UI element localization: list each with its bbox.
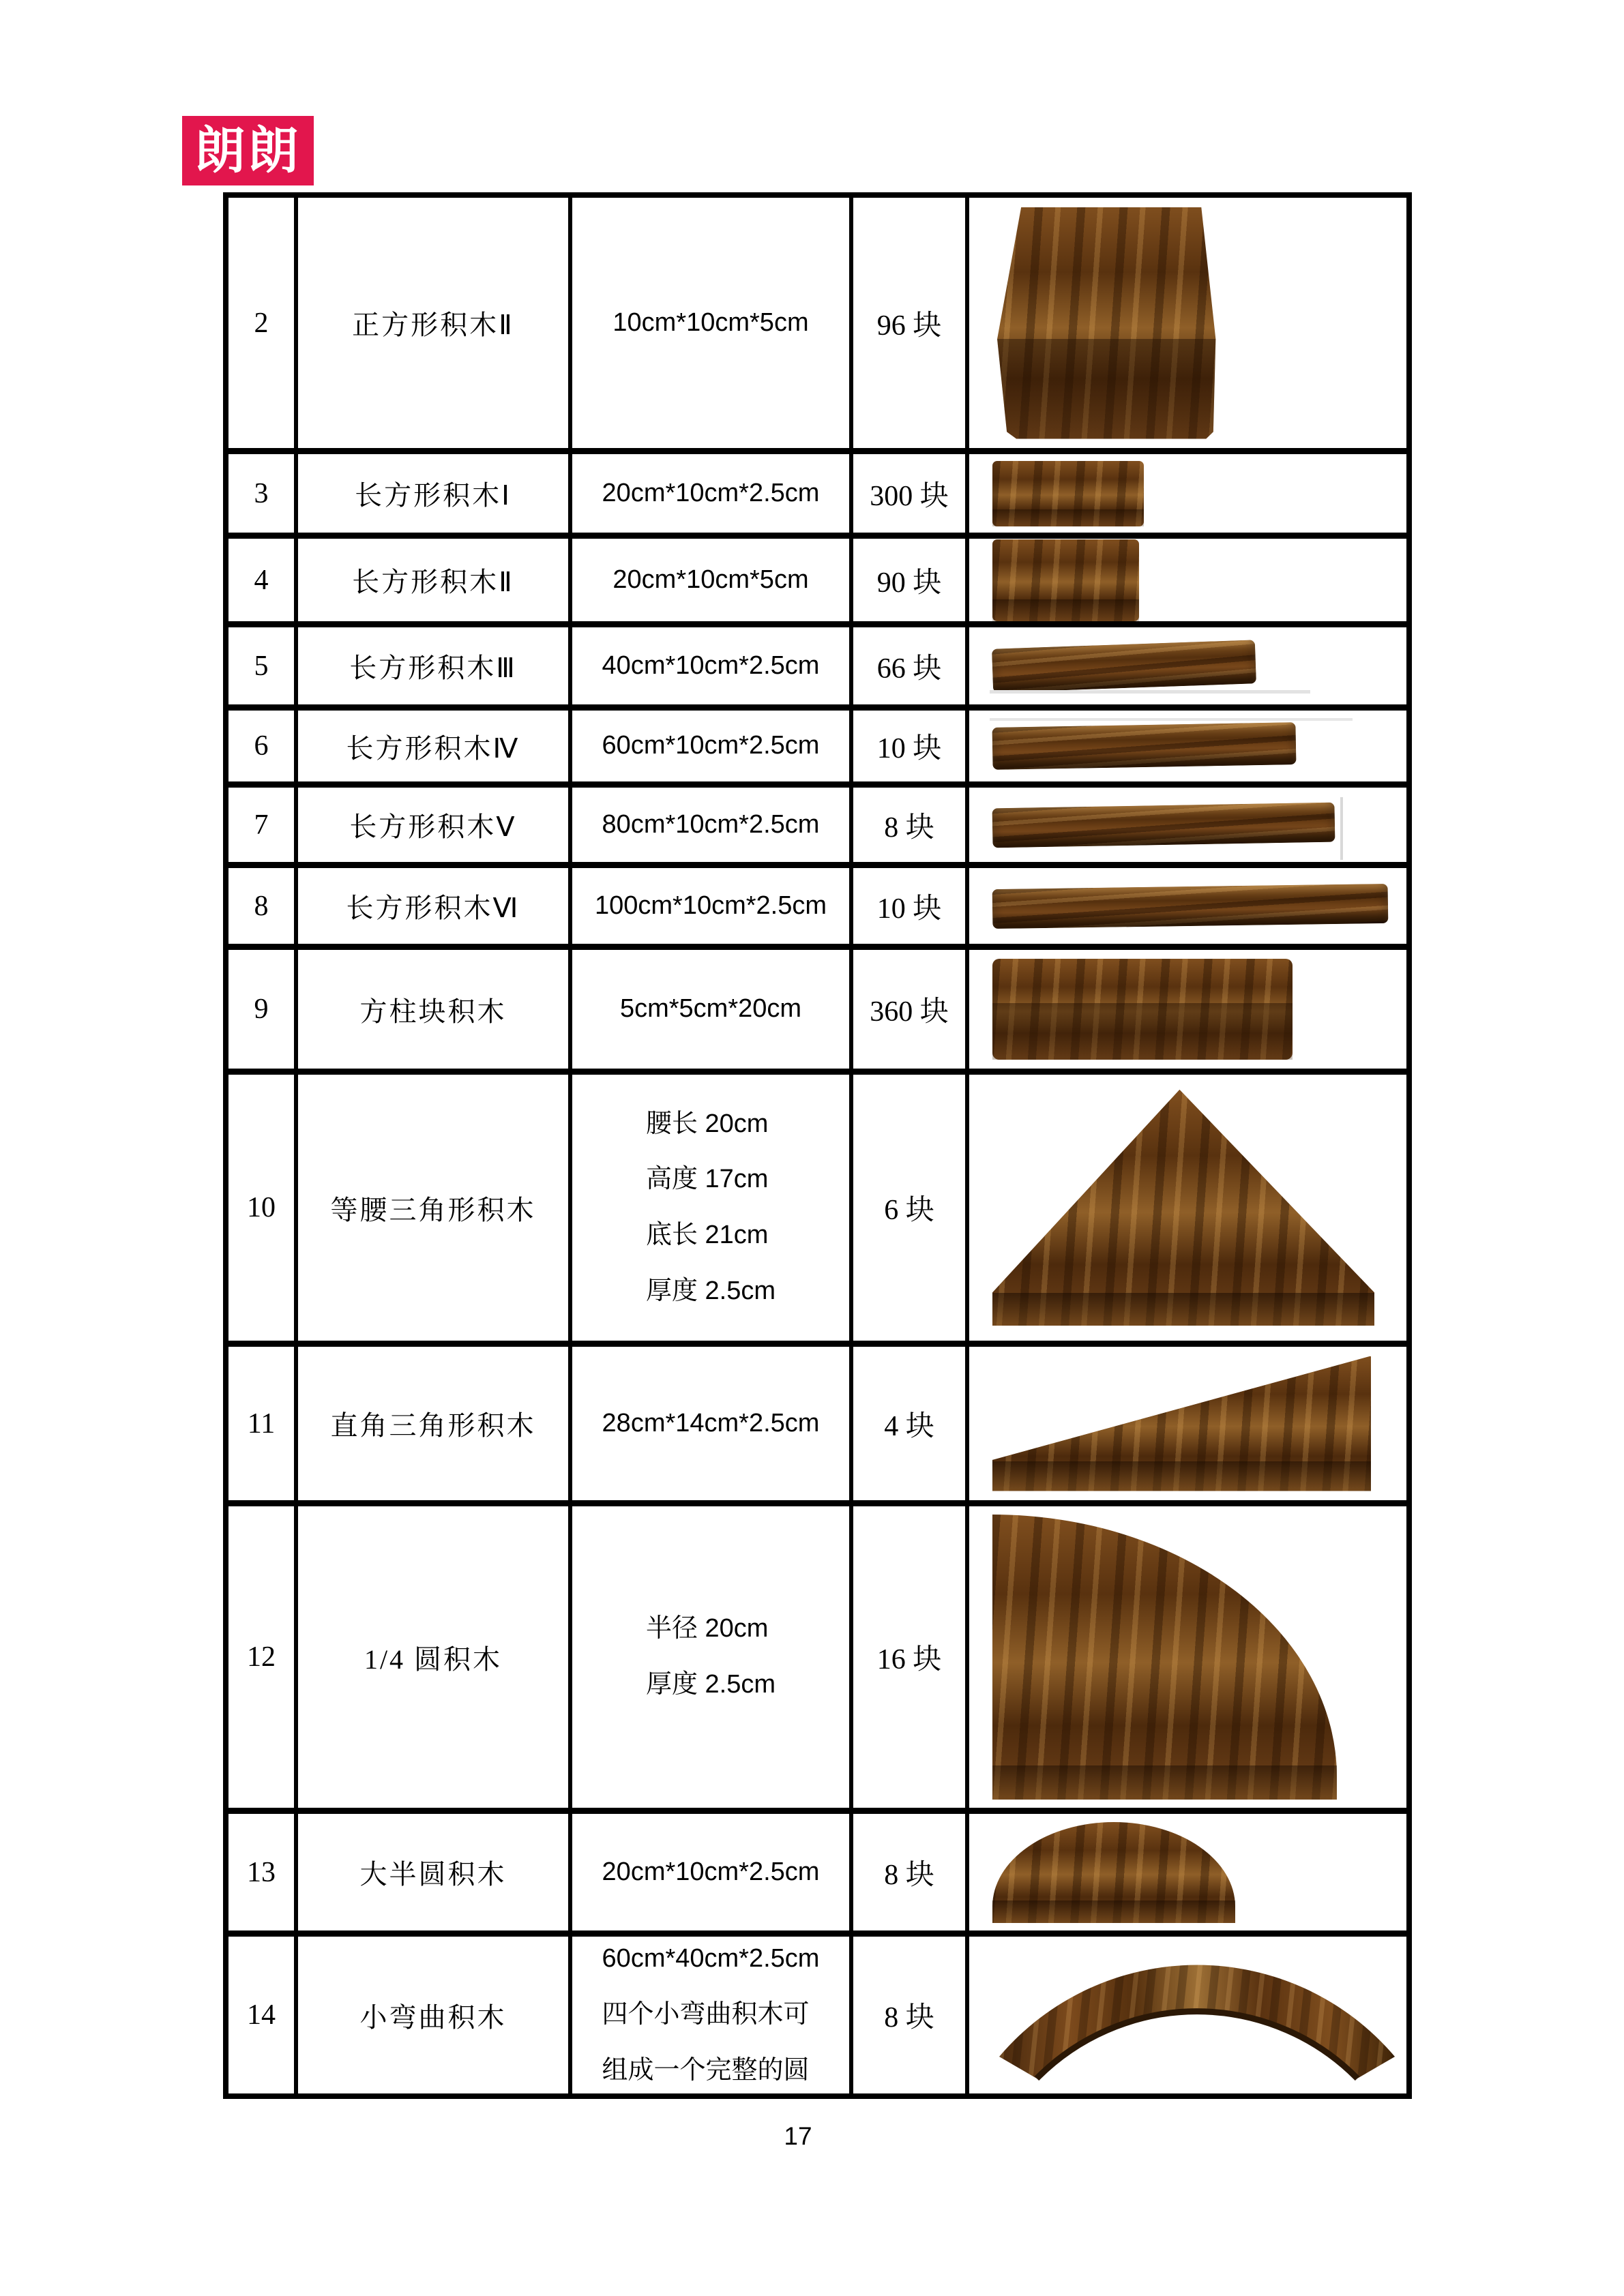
row-2-photo-cell <box>969 198 1406 448</box>
row-10-number: 10 <box>228 1075 294 1341</box>
row-6-dimensions <box>572 711 849 781</box>
dimension-line: 5cm*5cm*20cm <box>619 994 802 1024</box>
row-5-dimensions <box>572 627 849 704</box>
plank-80-image <box>992 802 1335 848</box>
dimension-line: 28cm*14cm*2.5cm <box>602 1408 820 1437</box>
row-10-name: 等腰三角形积木 <box>298 1075 568 1341</box>
row-12-quantity: 16 块 <box>853 1506 965 1808</box>
row-7-photo-cell <box>969 788 1406 862</box>
row-13-photo-cell <box>969 1814 1406 1930</box>
row-2-name: 正方形积木Ⅱ <box>298 198 568 448</box>
row-7-number: 7 <box>228 788 294 862</box>
dimension-line: 厚度 2.5cm <box>645 1276 776 1305</box>
row-6-photo-cell <box>969 711 1406 781</box>
dimension-lines <box>620 994 801 1025</box>
row-14-dimensions <box>572 1937 849 2093</box>
row-11-photo-cell <box>969 1347 1406 1500</box>
dimension-line: 20cm*10cm*2.5cm <box>602 478 820 507</box>
row-9-name: 方柱块积木 <box>298 950 568 1069</box>
row-5-name: 长方形积木Ⅲ <box>298 627 568 704</box>
row-9-photo-cell <box>969 950 1406 1069</box>
dimension-line: 半径 20cm <box>645 1614 769 1643</box>
plank-40-image <box>992 640 1256 692</box>
dimension-lines <box>646 1601 776 1712</box>
row-4-number: 4 <box>228 539 294 621</box>
row-8-photo-cell <box>969 868 1406 944</box>
row-7-quantity: 8 块 <box>853 788 965 862</box>
row-14-quantity: 8 块 <box>853 1937 965 2093</box>
quarter-circle-image <box>992 1515 1337 1800</box>
blocks-spec-table <box>223 192 1412 2099</box>
row-13-number: 13 <box>228 1814 294 1930</box>
dimension-lines <box>602 809 820 841</box>
curved-block-image <box>992 1949 1402 2082</box>
row-8-quantity: 10 块 <box>853 868 965 944</box>
dimension-line: 40cm*10cm*2.5cm <box>602 651 820 680</box>
square-block-image <box>992 207 1232 439</box>
row-7-dimensions <box>572 788 849 862</box>
row-10-dimensions <box>572 1075 849 1341</box>
plank-60-image <box>992 722 1296 770</box>
dimension-line: 高度 17cm <box>645 1165 769 1194</box>
row-11-dimensions <box>572 1347 849 1500</box>
dimension-line: 组成一个完整的圆 <box>602 2055 810 2085</box>
row-6-name: 长方形积木Ⅳ <box>298 711 568 781</box>
dimension-lines <box>595 891 827 922</box>
dimension-line: 腰长 20cm <box>645 1109 769 1138</box>
row-2-quantity: 96 块 <box>853 198 965 448</box>
row-4-photo-cell <box>969 539 1406 621</box>
row-10-quantity: 6 块 <box>853 1075 965 1341</box>
row-8-number: 8 <box>228 868 294 944</box>
row-14-number: 14 <box>228 1937 294 2093</box>
row-2-number: 2 <box>228 198 294 448</box>
half-circle-image <box>992 1822 1235 1923</box>
square-column-image <box>992 959 1293 1060</box>
row-3-dimensions <box>572 454 849 533</box>
dimension-lines <box>612 308 808 339</box>
row-13-name: 大半圆积木 <box>298 1814 568 1930</box>
row-14-name: 小弯曲积木 <box>298 1937 568 2093</box>
row-8-dimensions <box>572 868 849 944</box>
row-3-name: 长方形积木Ⅰ <box>298 454 568 533</box>
row-3-number: 3 <box>228 454 294 533</box>
dimension-line: 60cm*10cm*2.5cm <box>602 731 820 760</box>
row-9-number: 9 <box>228 950 294 1069</box>
dimension-lines <box>602 730 820 762</box>
dimension-line: 20cm*10cm*5cm <box>612 565 809 594</box>
dimension-line: 80cm*10cm*2.5cm <box>602 809 820 839</box>
dimension-line: 10cm*10cm*5cm <box>612 308 809 337</box>
dimension-line: 100cm*10cm*2.5cm <box>594 891 827 920</box>
dimension-lines <box>612 565 808 596</box>
flat-block-tall-image <box>992 539 1139 621</box>
isosceles-triangle-image <box>992 1090 1374 1326</box>
dimension-line: 厚度 2.5cm <box>645 1670 776 1699</box>
dimension-lines <box>602 651 820 682</box>
row-12-dimensions <box>572 1506 849 1808</box>
row-5-number: 5 <box>228 627 294 704</box>
row-3-photo-cell <box>969 454 1406 533</box>
plank-100-image <box>992 883 1389 928</box>
row-11-quantity: 4 块 <box>853 1347 965 1500</box>
row-10-photo-cell <box>969 1075 1406 1341</box>
dimension-lines <box>602 1408 820 1440</box>
row-14-photo-cell <box>969 1937 1406 2093</box>
dimension-line: 四个小弯曲积木可 <box>602 2000 810 2029</box>
row-7-name: 长方形积木Ⅴ <box>298 788 568 862</box>
dimension-line: 20cm*10cm*2.5cm <box>602 1857 820 1886</box>
row-9-dimensions <box>572 950 849 1069</box>
dimension-line: 60cm*40cm*2.5cm <box>602 1944 820 1973</box>
row-11-name: 直角三角形积木 <box>298 1347 568 1500</box>
dimension-line: 底长 21cm <box>645 1221 769 1249</box>
row-9-quantity: 360 块 <box>853 950 965 1069</box>
row-13-quantity: 8 块 <box>853 1814 965 1930</box>
row-2-dimensions <box>572 198 849 448</box>
row-6-number: 6 <box>228 711 294 781</box>
row-5-quantity: 66 块 <box>853 627 965 704</box>
dimension-lines <box>602 478 820 509</box>
flat-block-small-image <box>992 461 1144 526</box>
dimension-lines <box>646 1097 776 1320</box>
row-5-photo-cell <box>969 627 1406 704</box>
row-13-dimensions <box>572 1814 849 1930</box>
dimension-lines <box>602 1931 820 2098</box>
row-12-name: 1/4 圆积木 <box>298 1506 568 1808</box>
row-12-number: 12 <box>228 1506 294 1808</box>
dimension-lines <box>602 1857 820 1888</box>
row-11-number: 11 <box>228 1347 294 1500</box>
row-8-name: 长方形积木Ⅵ <box>298 868 568 944</box>
row-6-quantity: 10 块 <box>853 711 965 781</box>
row-4-name: 长方形积木Ⅱ <box>298 539 568 621</box>
brand-logo: 朗朗 <box>182 116 314 185</box>
right-triangle-image <box>992 1356 1371 1491</box>
row-4-quantity: 90 块 <box>853 539 965 621</box>
page-number: 17 <box>784 2122 812 2150</box>
row-12-photo-cell <box>969 1506 1406 1808</box>
row-3-quantity: 300 块 <box>853 454 965 533</box>
row-4-dimensions <box>572 539 849 621</box>
